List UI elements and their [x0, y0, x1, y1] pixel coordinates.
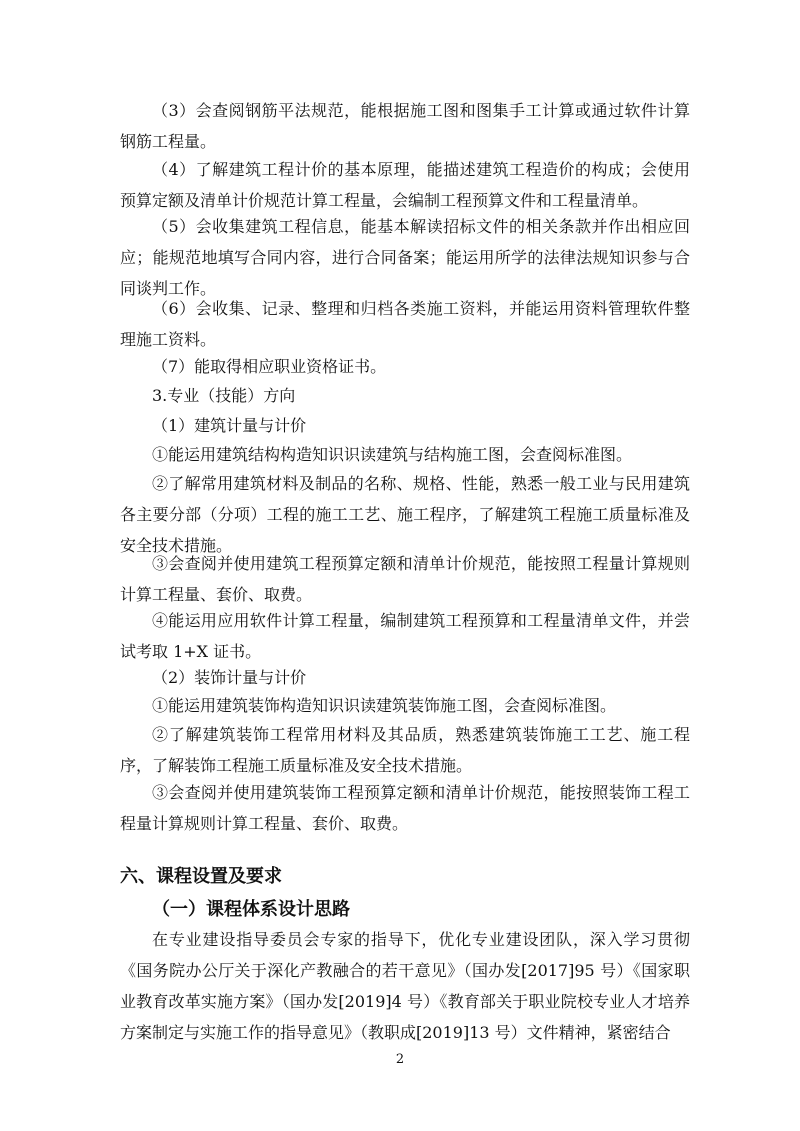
subsection-1-item-4: ④能运用应用软件计算工程量，编制建筑工程预算和工程量清单文件，并尝试考取 1+X 证书。: [120, 611, 690, 661]
paragraph-item-7: （7）能取得相应职业资格证书。: [152, 357, 387, 376]
subsection-1-title: （1）建筑计量与计价: [152, 416, 307, 435]
subsection-1-item-1: ①能运用建筑结构构造知识识读建筑与结构施工图，会查阅标准图。: [152, 445, 633, 464]
paragraph-item-3: （3）会查阅钢筋平法规范，能根据施工图和图集手工计算或通过软件计算钢筋工程量。: [120, 101, 690, 151]
page-number: 2: [395, 1052, 405, 1067]
subsection-2-item-2: ②了解建筑装饰工程常用材料及其品质，熟悉建筑装饰施工工艺、施工程序，了解装饰工程施工质量标准及安全技术措施。: [120, 725, 690, 775]
subsection-1-item-3: ③会查阅并使用建筑工程预算定额和清单计价规范，能按照工程量计算规则计算工程量、套价、取费。: [120, 554, 690, 604]
body-paragraph: 在专业建设指导委员会专家的指导下，优化专业建设团队，深入学习贯彻《国务院办公厅关于深化产教融合的若干意见》（国办发[2017]95 号）《国家职业教育改革实施方案》（国办发[2019]4 号）《教育部关于职业院校专业人才培养方案制定与实施工作的指导意见》（教职成[2019]13 号）文件精神，紧密结合: [120, 930, 690, 1042]
subsection-2-title: （2）装饰计量与计价: [152, 668, 307, 687]
section-heading: （一）课程体系设计思路: [152, 899, 350, 920]
chapter-heading: 六、课程设置及要求: [120, 866, 282, 887]
section-3-title: 3.专业（技能）方向: [152, 386, 296, 405]
subsection-2-item-1: ①能运用建筑装饰构造知识识读建筑装饰施工图，会查阅标准图。: [152, 696, 617, 715]
paragraph-item-5: （5）会收集建筑工程信息，能基本解读招标文件的相关条款并作出相应回应；能规范地填写合同内容，进行合同备案；能运用所学的法律法规知识参与合同谈判工作。: [120, 217, 690, 298]
paragraph-item-6: （6）会收集、记录、整理和归档各类施工资料，并能运用资料管理软件整理施工资料。: [120, 299, 690, 349]
paragraph-item-4: （4）了解建筑工程计价的基本原理，能描述建筑工程造价的构成；会使用预算定额及清单计价规范计算工程量，会编制工程预算文件和工程量清单。: [120, 160, 690, 210]
subsection-1-item-2: ②了解常用建筑材料及制品的名称、规格、性能，熟悉一般工业与民用建筑各主要分部（分项）工程的施工工艺、施工程序，了解建筑工程施工质量标准及安全技术措施。: [120, 474, 690, 555]
subsection-2-item-3: ③会查阅并使用建筑装饰工程预算定额和清单计价规范，能按照装饰工程工程量计算规则计算工程量、套价、取费。: [120, 783, 690, 833]
